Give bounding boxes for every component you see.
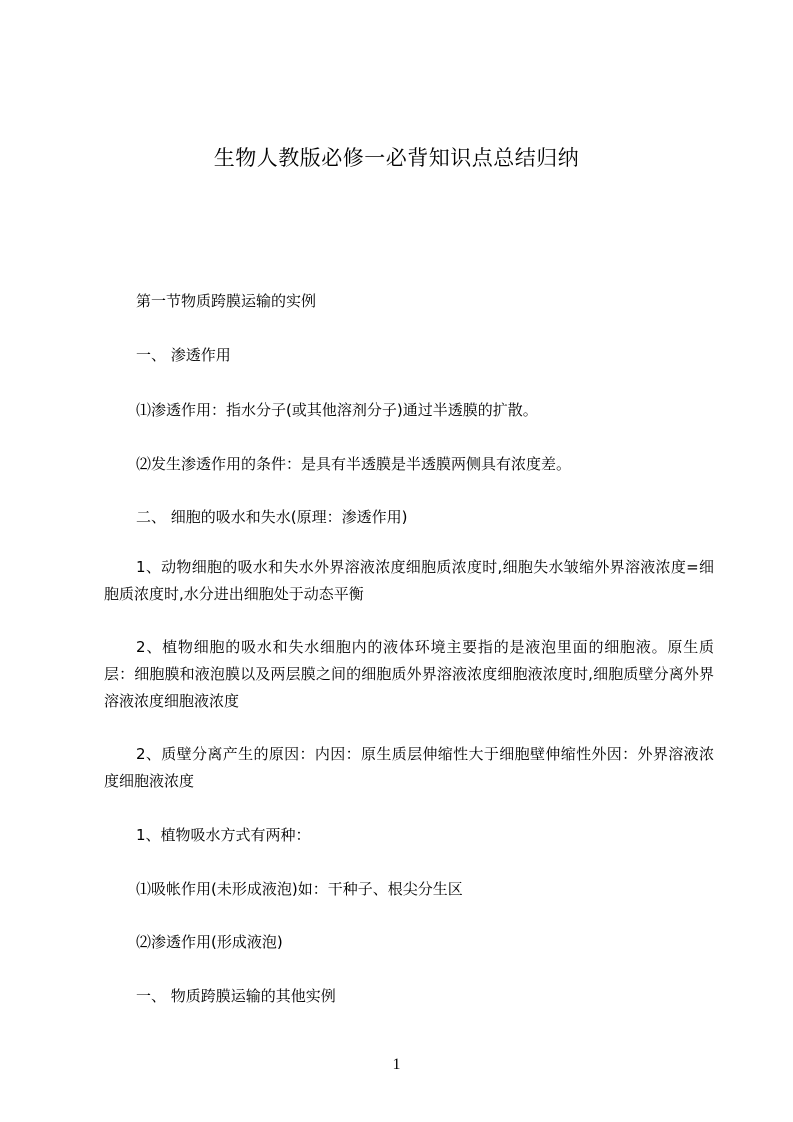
heading-other-examples: 一、 物质跨膜运输的其他实例 bbox=[136, 987, 336, 1005]
heading-osmosis: 一、 渗透作用 bbox=[136, 346, 231, 364]
heading-cell-water: 二、 细胞的吸水和失水(原理：渗透作用) bbox=[136, 508, 408, 526]
paragraph-plasmolysis-cause: 2、质壁分离产生的原因：内因：原生质层伸缩性大于细胞壁伸缩性外因：外界溶液浓度细胞液浓度 bbox=[104, 745, 714, 790]
page-title: 生物人教版必修一必背知识点总结归纳 bbox=[213, 146, 580, 170]
water-uptake-methods: 1、植物吸水方式有两种： bbox=[136, 826, 311, 844]
osmosis-conditions: ⑵发生渗透作用的条件：是具有半透膜是半透膜两侧具有浓度差。 bbox=[136, 455, 572, 473]
osmosis-item: ⑵渗透作用(形成液泡) bbox=[136, 933, 283, 951]
imbibition-item: ⑴吸帐作用(未形成液泡)如：干种子、根尖分生区 bbox=[136, 880, 463, 898]
paragraph-plant-cell: 2、植物细胞的吸水和失水细胞内的液体环境主要指的是液泡里面的细胞液。原生质层：细胞膜和液泡膜以及两层膜之间的细胞质外界溶液浓度细胞液浓度时,细胞质壁分离外界溶液浓度细胞液浓度 bbox=[104, 638, 714, 710]
section-heading: 第一节物质跨膜运输的实例 bbox=[136, 292, 317, 310]
paragraph-animal-cell: 1、动物细胞的吸水和失水外界溶液浓度细胞质浓度时,细胞失水皱缩外界溶液浓度=细胞质浓度时,水分进出细胞处于动态平衡 bbox=[104, 558, 714, 603]
osmosis-definition: ⑴渗透作用：指水分子(或其他溶剂分子)通过半透膜的扩散。 bbox=[136, 401, 538, 419]
page-number: 1 bbox=[392, 1056, 401, 1073]
